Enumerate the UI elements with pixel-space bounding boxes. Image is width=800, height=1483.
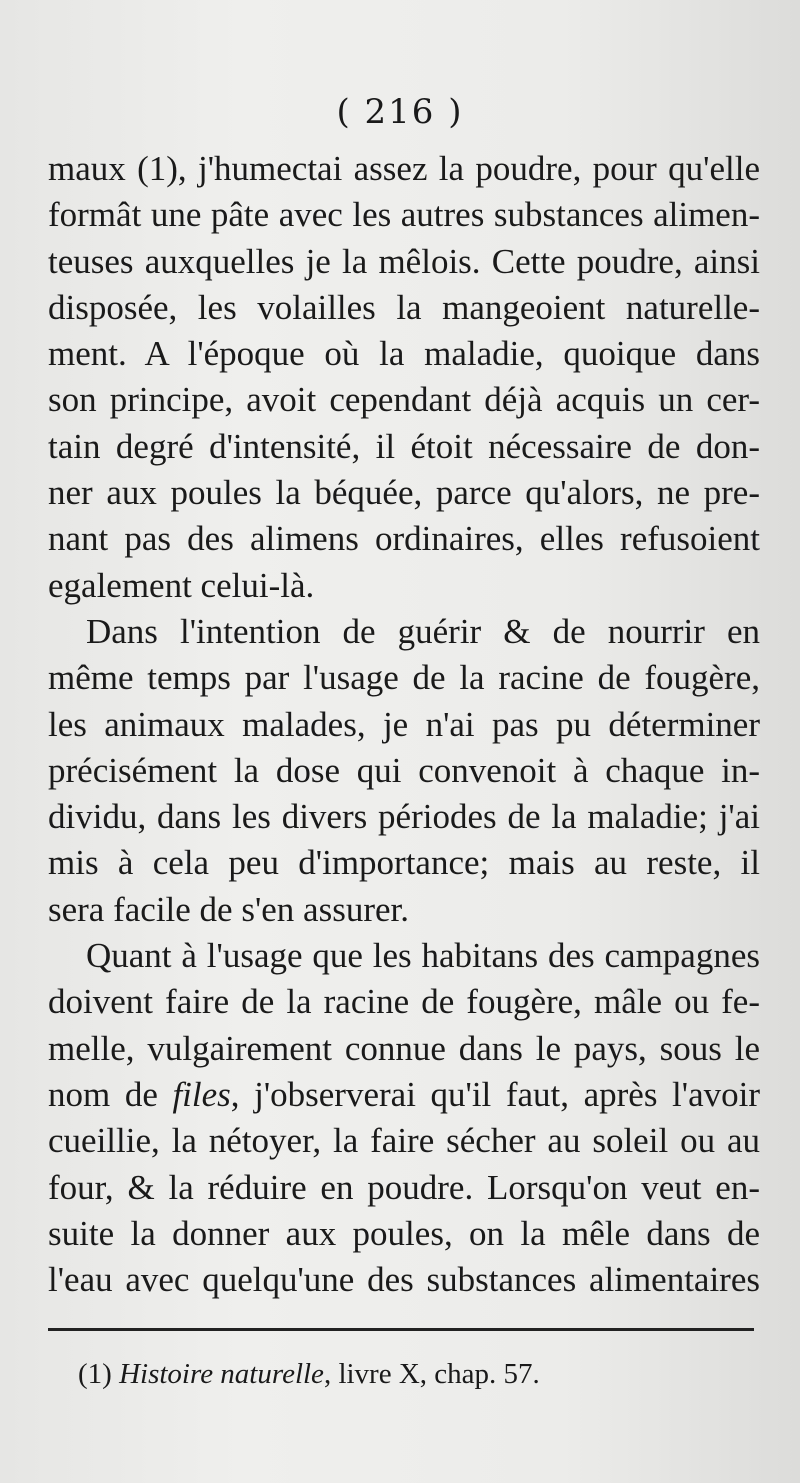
text-line: suite la donner aux poules, on la mêle dans de [48,1213,760,1253]
text-segment: , j'observerai qu'il faut, après l'avoir [230,1074,760,1114]
text-line: l'eau avec quelqu'une des substances alimentaires [48,1260,760,1300]
text-line: melle, vulgairement connue dans le pays, sous le [48,1028,760,1068]
text-line: formât une pâte avec les autres substances alimen- [48,195,760,235]
text-line: Dans l'intention de guérir & de nourrir en [86,611,760,651]
text-line: Quant à l'usage que les habitans des campagnes [86,936,760,976]
footnote-title: Histoire naturelle [119,1358,324,1390]
text-line: doivent faire de la racine de fougère, mâle ou fe- [48,982,760,1022]
text-line: four, & la réduire en poudre. Lorsqu'on veut en- [48,1167,760,1207]
text-line: sera facile de s'en assurer. [48,889,409,929]
italic-term: files [172,1074,231,1114]
page-number: ( 216 ) [336,92,464,132]
text-line-with-italic [48,1072,760,1118]
text-line: ner aux poules la béquée, parce qu'alors, ne pre- [48,473,760,513]
footnote-marker: (1) [78,1358,112,1390]
text-line: cueillie, la nétoyer, la faire sécher au soleil ou au [48,1121,760,1161]
text-line: ment. A l'époque où la maladie, quoique dans [48,334,760,374]
footnote-rule [48,1328,754,1331]
text-line: tain degré d'intensité, il étoit nécessaire de don- [48,426,760,466]
text-line: même temps par l'usage de la racine de fougère, [48,658,760,698]
body-text [48,146,760,1303]
text-line: son principe, avoit cependant déjà acquis un cer- [48,380,760,420]
text-line: précisément la dose qui convenoit à chaque in- [48,750,760,790]
text-line: disposée, les volailles la mangeoient naturelle- [48,287,760,327]
text-line: maux (1), j'humectai assez la poudre, pour qu'elle [48,149,760,188]
footnote [78,1358,718,1391]
text-line: teuses auxquelles je la mêlois. Cette poudre, ainsi [48,241,760,281]
text-line: dividu, dans les divers périodes de la maladie; j'ai [48,797,760,837]
footnote-reference: , livre X, chap. 57. [323,1358,540,1390]
text-line: nant pas des alimens ordinaires, elles refusoient [48,519,760,559]
text-line: egalement celui-là. [48,565,315,605]
text-segment: nom de [48,1074,173,1114]
text-line: les animaux malades, je n'ai pas pu déterminer [48,704,760,744]
text-line: mis à cela peu d'importance; mais au reste, il [48,843,760,883]
